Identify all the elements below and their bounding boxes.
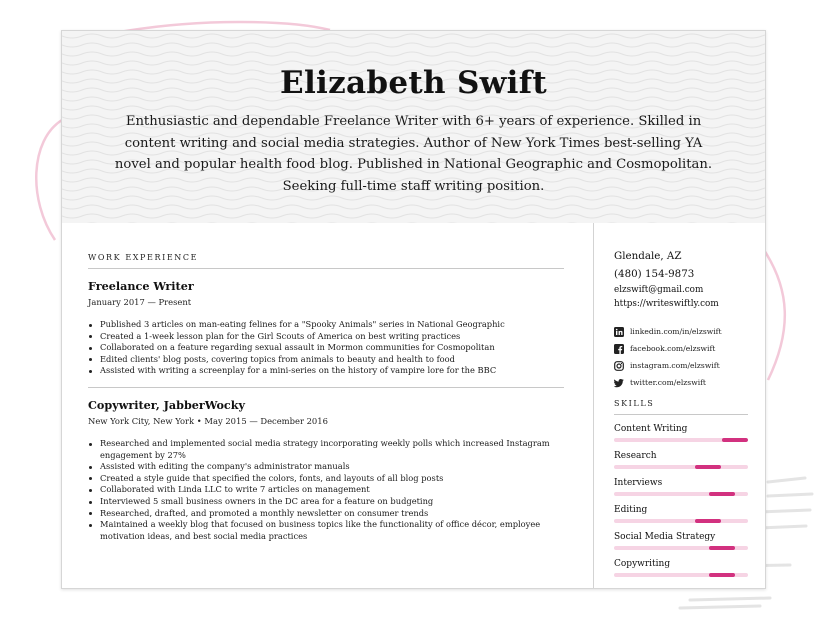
wave-line xyxy=(62,34,765,38)
location: Glendale, AZ xyxy=(614,250,682,262)
skill-name: Social Media Strategy xyxy=(614,532,716,542)
bullet-item: Published 3 articles on man-eating felines for a "Spooky Animals" series in National Geographic xyxy=(88,319,564,331)
bullet-item: Researched, drafted, and promoted a monthly newsletter on consumer trends xyxy=(88,508,564,520)
divider xyxy=(88,268,564,269)
bullet-item: Interviewed 5 small business owners in the DC area for a feature on budgeting xyxy=(88,496,564,508)
phone: (480) 154-9873 xyxy=(614,268,695,280)
wave-line xyxy=(62,205,765,209)
column-divider xyxy=(593,223,594,588)
instagram-icon xyxy=(614,361,624,371)
job-location-dates: New York City, New York • May 2015 — December 2016 xyxy=(88,415,328,426)
bullet-item: Created a 1-week lesson plan for the Girl Scouts of America on best writing practices xyxy=(88,331,564,343)
social-link-twitter[interactable] xyxy=(614,374,748,391)
job-title: Freelance Writer xyxy=(88,279,194,293)
wave-line xyxy=(62,214,765,218)
section-heading-work: WORK EXPERIENCE xyxy=(88,253,199,262)
sidebar xyxy=(614,247,748,577)
social-links xyxy=(614,323,748,391)
job-title: Copywriter, JabberWocky xyxy=(88,397,245,412)
bullet-item: Collaborated with Linda LLC to write 7 articles on management xyxy=(88,484,564,496)
bullet-item: Maintained a weekly blog that focused on business topics like the functionality of office décor, employee motivation ideas, and best social media practices xyxy=(88,519,564,542)
job-entry xyxy=(88,398,564,542)
bullet-item: Created a style guide that specified the colors, fonts, and layouts of all blog posts xyxy=(88,473,564,485)
social-link-label: facebook.com/elzswift xyxy=(630,344,716,353)
social-link-label: twitter.com/elzswift xyxy=(630,378,706,387)
resume-header xyxy=(62,31,765,223)
pink-arc-right xyxy=(764,250,785,380)
skill-bar xyxy=(614,465,748,469)
contact-info xyxy=(614,247,748,311)
skill-item xyxy=(614,505,748,523)
bullet-item: Assisted with editing the company's administrator manuals xyxy=(88,461,564,473)
skill-item xyxy=(614,451,748,469)
divider xyxy=(614,414,748,415)
wave-line xyxy=(62,52,765,56)
skill-item xyxy=(614,424,748,442)
skill-level-indicator xyxy=(709,573,735,577)
skill-item xyxy=(614,532,748,550)
social-link-facebook[interactable] xyxy=(614,340,748,357)
wave-line xyxy=(62,43,765,47)
linkedin-icon xyxy=(614,327,624,337)
skill-name: Research xyxy=(614,451,657,461)
skill-item xyxy=(614,559,748,577)
job-entry xyxy=(88,279,564,377)
skill-bar xyxy=(614,438,748,442)
twitter-icon xyxy=(614,378,624,388)
email-link[interactable]: elzswift@gmail.com xyxy=(614,285,704,295)
skill-level-indicator xyxy=(695,465,721,469)
social-link-label: linkedin.com/in/elzswift xyxy=(630,327,722,336)
pink-arc-left xyxy=(36,120,62,240)
social-link-instagram[interactable] xyxy=(614,357,748,374)
skills-list xyxy=(614,424,748,577)
skill-level-indicator xyxy=(722,438,748,442)
social-link-linkedin[interactable] xyxy=(614,323,748,340)
skill-bar xyxy=(614,573,748,577)
skill-level-indicator xyxy=(709,492,735,496)
job-bullets xyxy=(88,438,564,542)
skill-level-indicator xyxy=(695,519,721,523)
bullet-item: Edited clients' blog posts, covering topics from animals to beauty and health to food xyxy=(88,354,564,366)
skill-name: Interviews xyxy=(614,478,663,488)
skill-bar xyxy=(614,546,748,550)
resume-page xyxy=(61,30,766,589)
skill-bar xyxy=(614,492,748,496)
bullet-item: Collaborated on a feature regarding sexual assault in Mormon communities for Cosmopolitan xyxy=(88,342,564,354)
facebook-icon xyxy=(614,344,624,354)
skill-name: Copywriting xyxy=(614,559,671,569)
bullet-item: Researched and implemented social media strategy incorporating weekly polls which increased Instagram engagement by 27% xyxy=(88,438,564,461)
skill-level-indicator xyxy=(709,546,735,550)
wave-line xyxy=(62,106,765,110)
bullet-item: Assisted with writing a screenplay for a mini-series on the history of vampire lore for the BBC xyxy=(88,365,564,377)
candidate-name: Elizabeth Swift xyxy=(280,65,547,101)
skill-name: Content Writing xyxy=(614,424,688,434)
skill-name: Editing xyxy=(614,505,648,515)
section-heading-skills: SKILLS xyxy=(614,399,655,408)
skill-item xyxy=(614,478,748,496)
work-experience-section xyxy=(88,253,564,542)
job-bullets xyxy=(88,319,564,377)
professional-summary: Enthusiastic and dependable Freelance Writer with 6+ years of experience. Skilled in content writing and social media strategies. Author of New York Times best-selling YA novel and popular health food blog. Published in National Geographic and Cosmopolitan. Seeking full-time staff writing position. xyxy=(114,114,713,194)
skill-bar xyxy=(614,519,748,523)
website-link[interactable]: https://writeswiftly.com xyxy=(614,299,719,309)
social-link-label: instagram.com/elzswift xyxy=(630,361,720,370)
job-dates: January 2017 — Present xyxy=(88,297,192,307)
divider xyxy=(88,387,564,388)
